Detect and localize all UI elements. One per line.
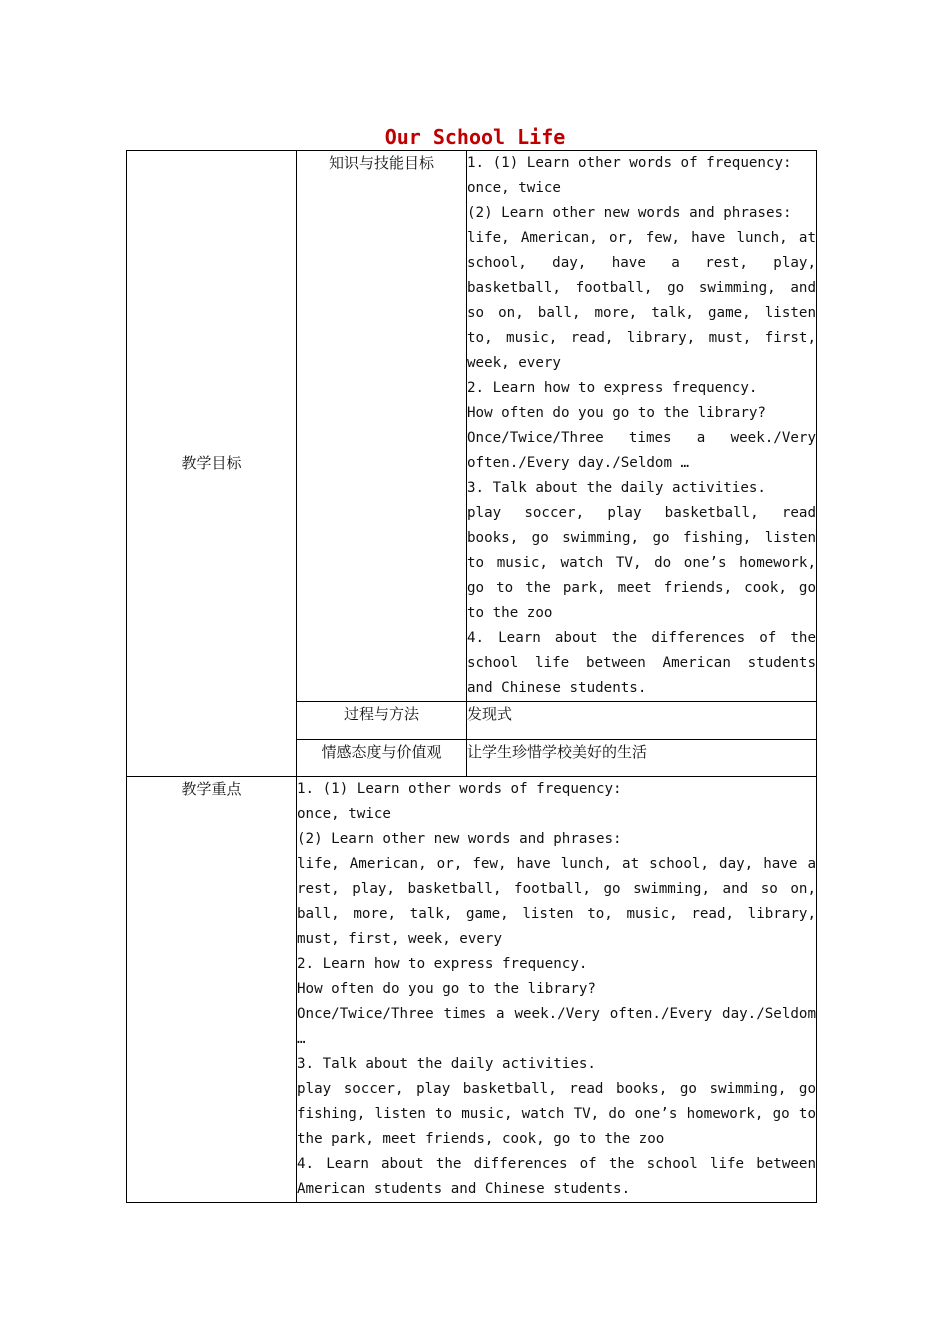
key-points-line: 2. Learn how to express frequency. [297,956,588,972]
knowledge-line: play soccer, play basketball, read books, go swimming, go fishing, listen to music, watch TV, do one’s homework, go to the park, meet friends, cook, go to the zoo [467,505,816,621]
key-points-content [297,777,817,1203]
key-points-label-cell [127,777,297,1203]
key-points-row [127,777,817,1203]
emotion-label-cell [297,740,467,777]
key-points-line: 1. (1) Learn other words of frequency: [297,781,622,797]
knowledge-line: Once/Twice/Three times a week./Very often./Every day./Seldom … [467,430,816,471]
emotion-label: 情感态度与价值观 [321,743,442,761]
knowledge-line: (2) Learn other new words and phrases: [467,205,792,221]
key-points-line: How often do you go to the library? [297,981,596,997]
knowledge-line: once, twice [467,180,561,196]
key-points-line: Once/Twice/Three times a week./Very often./Every day./Seldom … [297,1006,816,1047]
knowledge-row [127,151,817,702]
process-label: 过程与方法 [343,705,419,723]
key-points-line: life, American, or, few, have lunch, at school, day, have a rest, play, basketball, football, go swimming, and so on, ball, more, talk, game, listen to, music, read, library, must, first, week, every [297,856,816,947]
knowledge-line: 2. Learn how to express frequency. [467,380,758,396]
lesson-plan-table [126,150,817,1203]
knowledge-line: life, American, or, few, have lunch, at school, day, have a rest, play, basketball, football, go swimming, and so on, ball, more, talk, game, listen to, music, read, library, must, first, week, every [467,230,816,371]
process-label-cell [297,702,467,740]
emotion-value: 让学生珍惜学校美好的生活 [467,743,648,761]
emotion-content [467,740,817,777]
key-points-line: (2) Learn other new words and phrases: [297,831,622,847]
objectives-label-cell [127,151,297,777]
knowledge-content [467,151,817,702]
objectives-label: 教学目标 [181,454,242,472]
knowledge-label: 知识与技能目标 [328,154,434,172]
document-title: Our School Life [384,125,566,149]
key-points-line: 4. Learn about the differences of the school life between American students and Chinese students. [297,1156,816,1197]
key-points-label: 教学重点 [181,780,242,798]
knowledge-line: 1. (1) Learn other words of frequency: [467,155,792,171]
process-content [467,702,817,740]
knowledge-line: 4. Learn about the differences of the school life between American students and Chinese students. [467,630,816,696]
key-points-line: once, twice [297,806,391,822]
key-points-line: 3. Talk about the daily activities. [297,1056,596,1072]
knowledge-label-cell [297,151,467,702]
process-value: 发现式 [467,705,513,723]
knowledge-line: 3. Talk about the daily activities. [467,480,766,496]
key-points-line: play soccer, play basketball, read books, go swimming, go fishing, listen to music, watch TV, do one’s homework, go to the park, meet friends, cook, go to the zoo [297,1081,816,1147]
knowledge-line: How often do you go to the library? [467,405,766,421]
